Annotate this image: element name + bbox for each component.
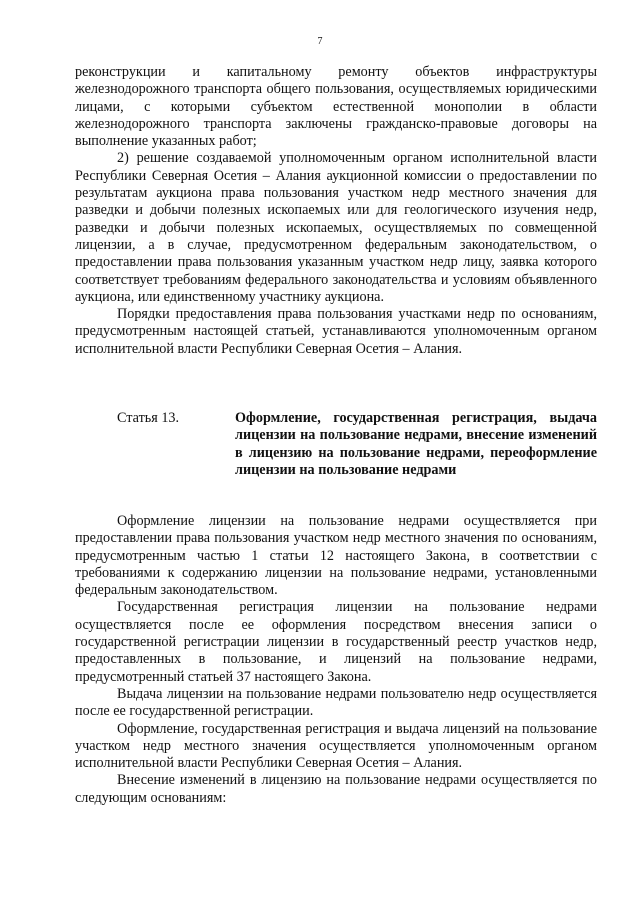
paragraph-authorized-body: Оформление, государственная регистрация и выдача лицензий на пользование участком недр местного значения осуществляется уполномоченным органом исполнительной власти Республики Северная Осетия – Алания. (75, 720, 597, 772)
text-block-1 (75, 64, 597, 358)
paragraph-license-issuance: Выдача лицензии на пользование недрами пользователю недр осуществляется после ее государственной регистрации. (75, 685, 597, 720)
paragraph-amendment-grounds: Внесение изменений в лицензию на пользование недрами осуществляется по следующим основаниям: (75, 772, 597, 806)
paragraph-procedures: Порядки предоставления права пользования участками недр по основаниям, предусмотренным настоящей статьей, устанавливаются уполномоченным органом исполнительной власти Республики Северная Осетия – Алания. (75, 306, 597, 357)
article-13-heading (75, 410, 597, 500)
article-title: Оформление, государственная регистрация, выдача лицензии на пользование недрами, внесение изменений в лицензию на пользование недрами, переоформление лицензии на пользование недрами (235, 410, 597, 478)
paragraph-continuation: реконструкции и капитальному ремонту объектов инфраструктуры железнодорожного транспорта общего пользования, осуществляемых юридическими лицами, с которыми субъектом естественной монополии в области железнодорожного транспорта заключены гражданско-правовые договоры на выполнение указанных работ; (75, 64, 597, 150)
article-label: Статья 13. (117, 410, 180, 426)
paragraph-state-registration: Государственная регистрация лицензии на пользование недрами осуществляется после ее оформления посредством внесения записи о государственной регистрации лицензии в государственный реестр участков недр, предоставленных в пользование, и лицензий на пользование недрами, предусмотренный статьей 37 настоящего Закона. (75, 599, 597, 685)
text-block-2 (75, 513, 597, 807)
paragraph-license-formalization: Оформление лицензии на пользование недрами осуществляется при предоставлении права пользования участком недр местного значения по основаниям, предусмотренным частью 1 статьи 12 настоящего Закона, в соответствии с требованиями к содержанию лицензии на пользование недрами, установленными федеральным законодательством. (75, 513, 597, 599)
paragraph-item-2: 2) решение создаваемой уполномоченным органом исполнительной власти Республики Северная Осетия – Алания аукционной комиссии о предоставлении по результатам аукциона права пользования участком недр местного значения для разведки и добычи полезных ископаемых или для геологического изучения недр, разведки и добычи полезных ископаемых, осуществляемых по совмещенной лицензии, а в случае, предусмотренном федеральным законодательством, о предоставлении права пользования указанным участком недр лицу, заявка которого соответствует требованиям федерального законодательства и условиям объявленного аукциона, или единственному участнику аукциона. (75, 150, 597, 305)
page-number: 7 (317, 36, 323, 47)
